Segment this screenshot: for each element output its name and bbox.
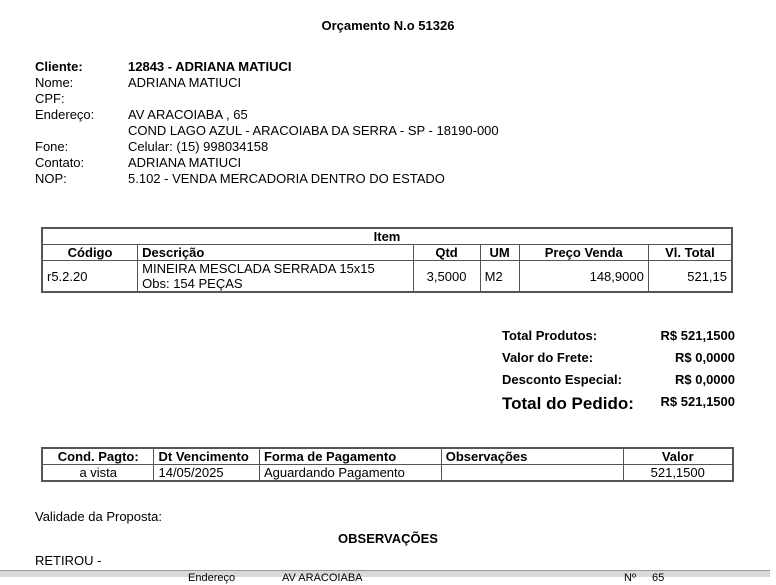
cpf-label: CPF: bbox=[35, 91, 65, 106]
total-produtos-label: Total Produtos: bbox=[502, 328, 598, 343]
footer-numero-value: 65 bbox=[652, 572, 665, 584]
cell-total: 521,15 bbox=[648, 261, 732, 293]
total-pedido-value: R$ 521,1500 bbox=[660, 394, 735, 409]
desconto-row bbox=[502, 372, 735, 387]
nome-value: ADRIANA MATIUCI bbox=[128, 75, 242, 90]
nop-label: NOP: bbox=[35, 171, 67, 186]
cell-valor: 521,1500 bbox=[623, 465, 733, 482]
total-produtos-row bbox=[502, 328, 735, 343]
header-qtd: Qtd bbox=[413, 245, 480, 261]
cliente-label: Cliente: bbox=[35, 59, 83, 74]
header-codigo: Código bbox=[42, 245, 138, 261]
footer-endereco-label: Endereço bbox=[188, 572, 236, 584]
footer-numero-label: Nº bbox=[624, 572, 636, 584]
total-pedido-label: Total do Pedido: bbox=[502, 394, 634, 413]
observacoes-title: OBSERVAÇÕES bbox=[338, 531, 438, 546]
contato-label: Contato: bbox=[35, 155, 85, 170]
fone-label: Fone: bbox=[35, 139, 69, 154]
valor-frete-row bbox=[502, 350, 735, 365]
header-cond-pagto: Cond. Pagto: bbox=[42, 448, 154, 465]
cell-qtd: 3,5000 bbox=[413, 261, 480, 293]
header-observacoes: Observações bbox=[441, 448, 623, 465]
payment-table bbox=[41, 447, 734, 482]
valor-frete-label: Valor do Frete: bbox=[502, 350, 594, 365]
desconto-value: R$ 0,0000 bbox=[675, 372, 735, 387]
table-row bbox=[42, 261, 732, 293]
contato-value: ADRIANA MATIUCI bbox=[128, 155, 242, 170]
cell-descricao-obs: Obs: 154 PEÇAS bbox=[142, 276, 243, 291]
table-row bbox=[42, 465, 733, 482]
header-vencimento: Dt Vencimento bbox=[154, 448, 259, 465]
cell-codigo: r5.2.20 bbox=[42, 261, 138, 293]
footer-endereco-value: AV ARACOIABA bbox=[282, 572, 363, 584]
footer-strip bbox=[0, 570, 770, 584]
cell-descricao-text: MINEIRA MESCLADA SERRADA 15x15 bbox=[142, 261, 375, 276]
cliente-value: 12843 - ADRIANA MATIUCI bbox=[128, 59, 292, 74]
document-title: Orçamento N.o 51326 bbox=[321, 18, 455, 33]
valor-frete-value: R$ 0,0000 bbox=[675, 350, 735, 365]
endereco-line1: AV ARACOIABA , 65 bbox=[128, 107, 248, 122]
items-caption: Item bbox=[42, 228, 732, 245]
header-preco: Preço Venda bbox=[519, 245, 648, 261]
cell-um: M2 bbox=[480, 261, 519, 293]
cell-vencimento: 14/05/2025 bbox=[154, 465, 259, 482]
cell-preco: 148,9000 bbox=[519, 261, 648, 293]
items-table bbox=[41, 227, 733, 293]
header-forma: Forma de Pagamento bbox=[259, 448, 441, 465]
nome-label: Nome: bbox=[35, 75, 74, 90]
cell-forma: Aguardando Pagamento bbox=[259, 465, 441, 482]
endereco-label: Endereço: bbox=[35, 107, 95, 122]
total-pedido-row bbox=[502, 394, 735, 414]
header-descricao: Descrição bbox=[138, 245, 413, 261]
nop-value: 5.102 - VENDA MERCADORIA DENTRO DO ESTADO bbox=[128, 171, 445, 186]
validade-label: Validade da Proposta: bbox=[35, 509, 162, 524]
desconto-label: Desconto Especial: bbox=[502, 372, 622, 387]
header-valor: Valor bbox=[623, 448, 733, 465]
cell-descricao bbox=[138, 261, 413, 293]
cell-obs bbox=[441, 465, 623, 482]
total-produtos-value: R$ 521,1500 bbox=[660, 328, 735, 343]
cell-cond: a vista bbox=[42, 465, 154, 482]
header-um: UM bbox=[480, 245, 519, 261]
fone-value: Celular: (15) 998034158 bbox=[128, 139, 269, 154]
observacoes-text: RETIROU - bbox=[35, 553, 102, 568]
header-total: Vl. Total bbox=[648, 245, 732, 261]
endereco-line2: COND LAGO AZUL - ARACOIABA DA SERRA - SP - 18190-000 bbox=[128, 123, 499, 138]
